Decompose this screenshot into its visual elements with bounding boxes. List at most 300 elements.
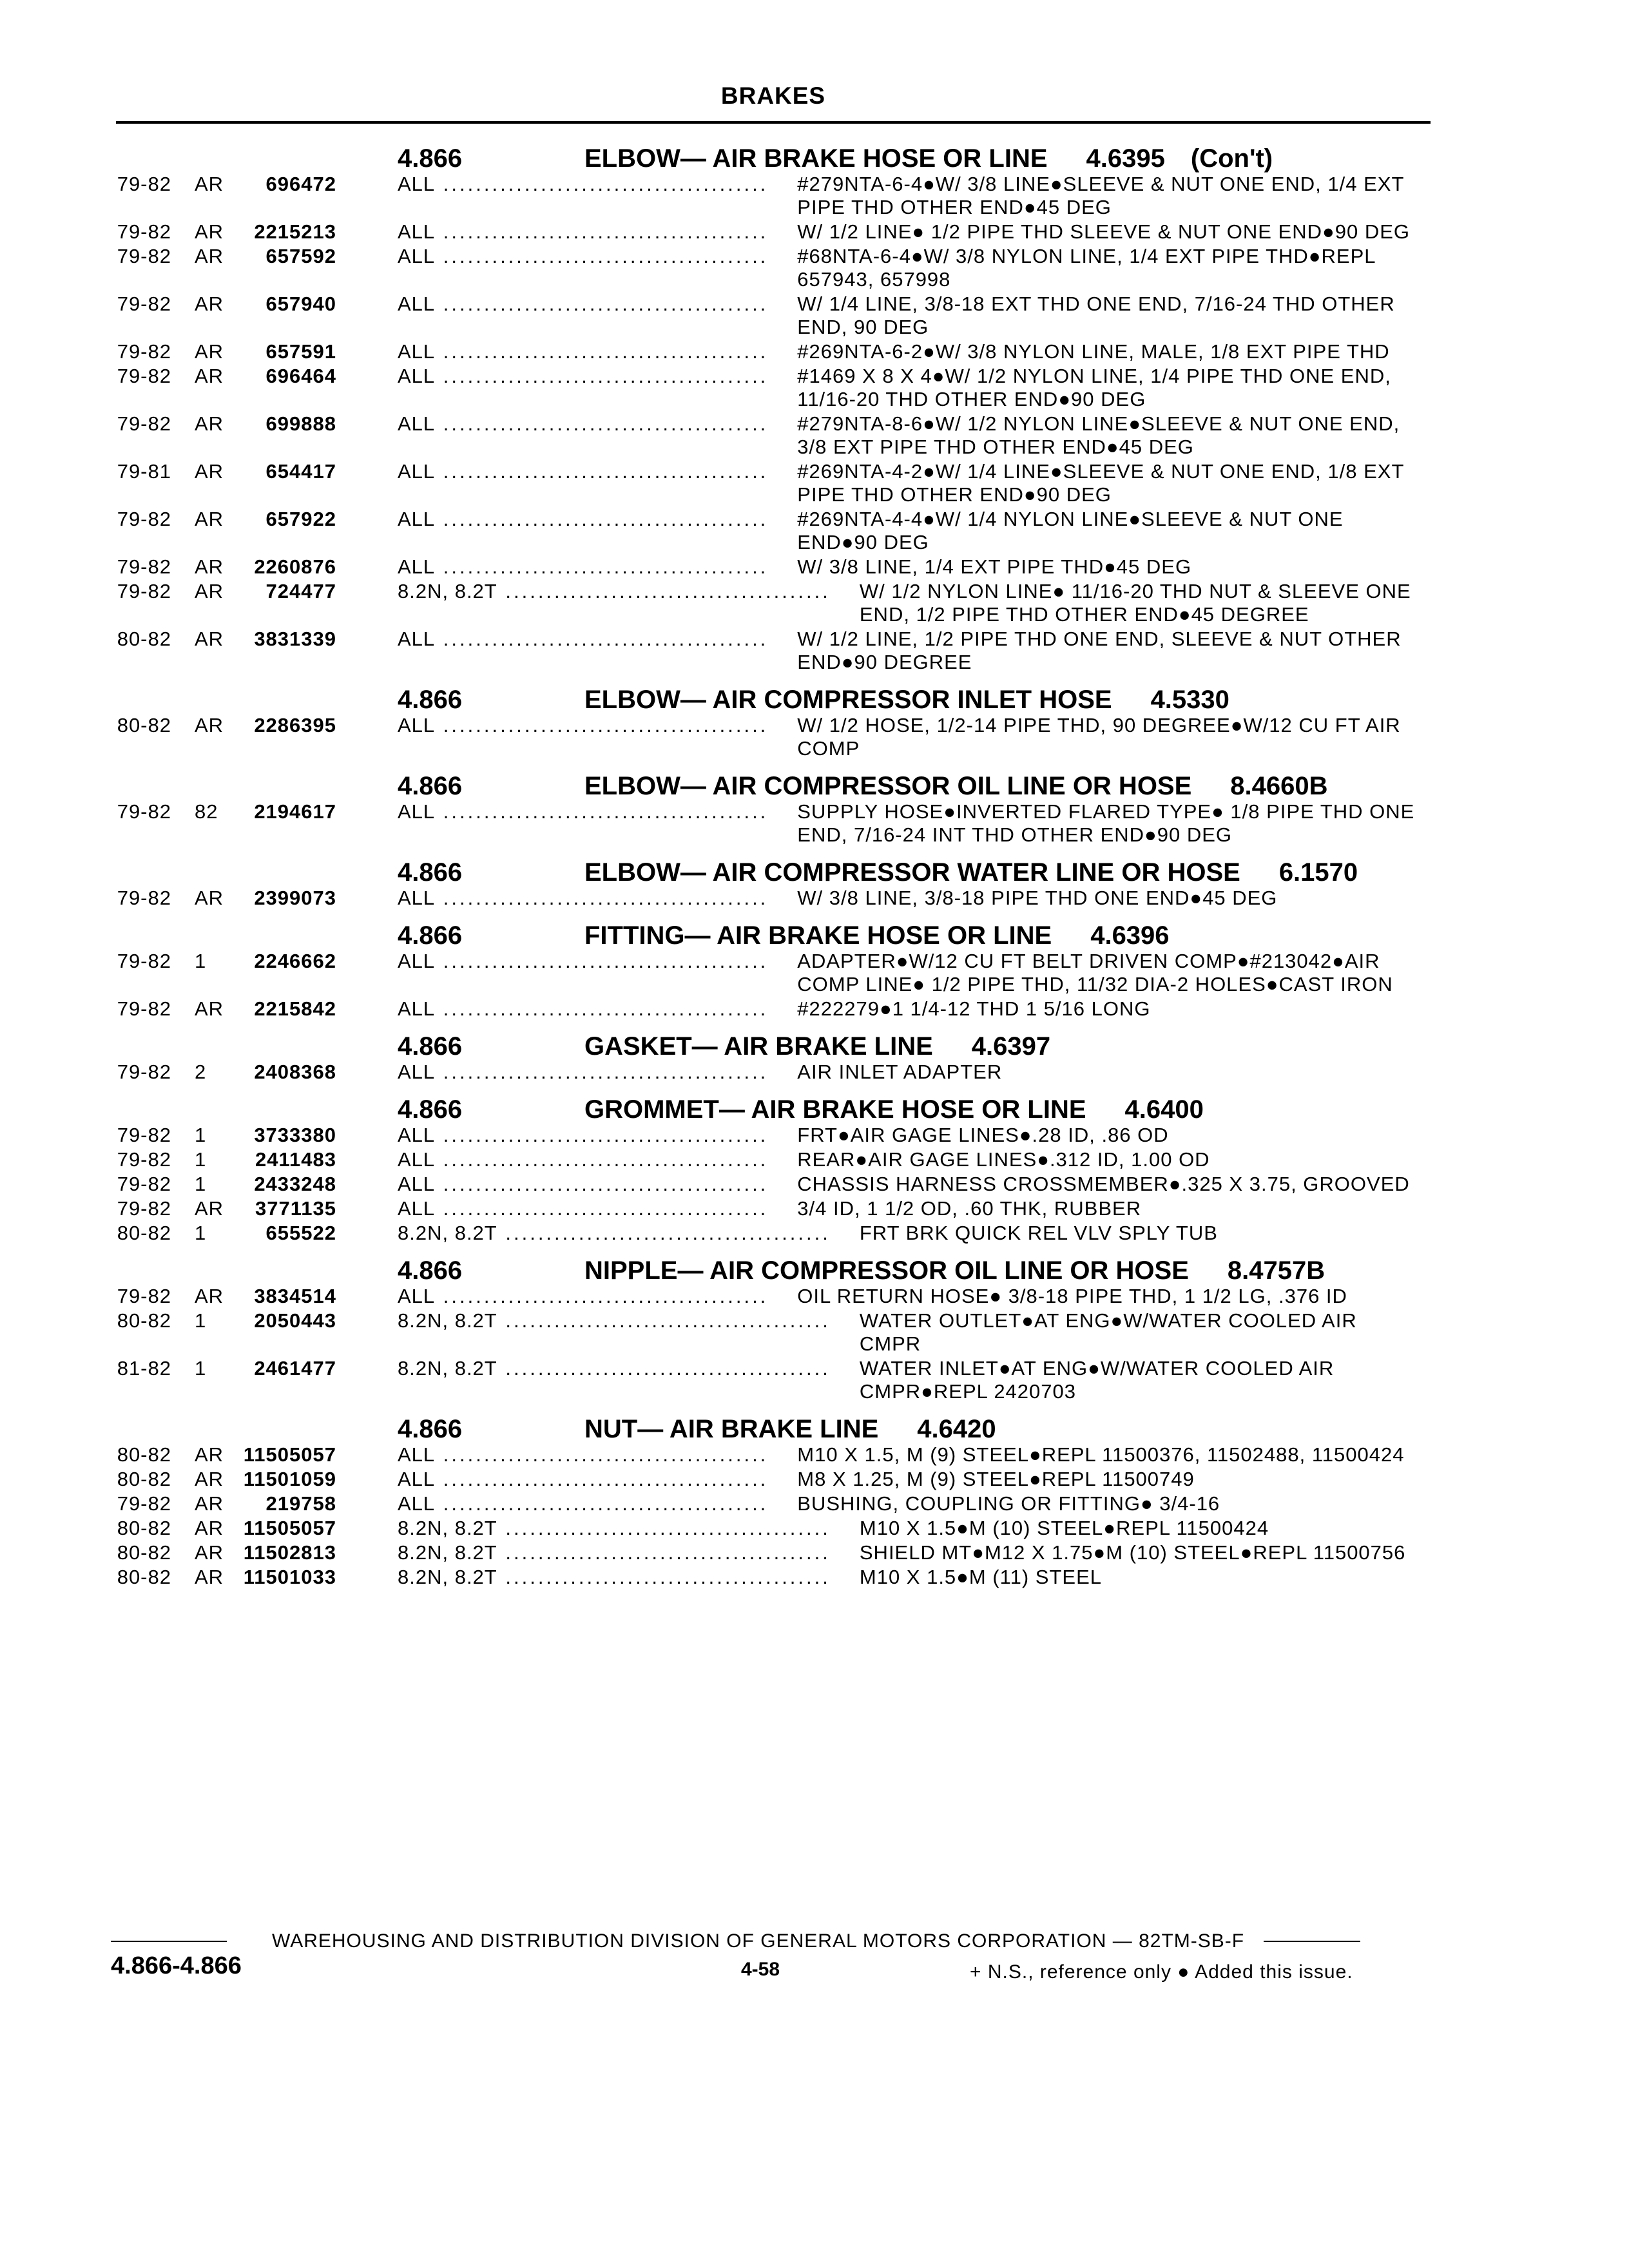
part-description: SHIELD MT●M12 X 1.75●M (10) STEEL●REPL 11500756 <box>859 1541 1406 1564</box>
part-description: #279NTA-6-4●W/ 3/8 LINE●SLEEVE & NUT ONE END, 1/4 EXT PIPE THD OTHER END●45 DEG <box>797 173 1404 218</box>
model-cell <box>398 1566 831 1589</box>
part-description: #68NTA-6-4●W/ 3/8 NYLON LINE, 1/4 EXT PIPE THD●REPL 657943, 657998 <box>797 245 1376 291</box>
part-row <box>111 1197 1423 1220</box>
part-number: 696464 <box>265 365 336 387</box>
model-applicability: 8.2N, 8.2T <box>398 580 497 602</box>
model-years: 79-82 <box>117 1148 171 1171</box>
section-heading <box>111 860 1423 885</box>
part-row <box>111 714 1423 760</box>
part-row <box>111 508 1423 554</box>
part-number: 657592 <box>265 245 336 267</box>
model-applicability: ALL <box>398 1443 436 1466</box>
model-years: 80-82 <box>117 1566 171 1588</box>
model-applicability: ALL <box>398 220 436 243</box>
footer-page-number: 4-58 <box>741 1959 780 1980</box>
part-number: 219758 <box>265 1492 336 1515</box>
part-row <box>111 1285 1423 1308</box>
quantity: AR <box>195 714 224 736</box>
part-row <box>111 1124 1423 1147</box>
section-title: FITTING— AIR BRAKE HOSE OR LINE <box>584 921 1052 950</box>
leader-dots: ........................................ <box>497 1517 831 1539</box>
footer-publisher-text: WAREHOUSING AND DISTRIBUTION DIVISION OF GENERAL MOTORS CORPORATION — 82TM-SB-F <box>272 1930 1245 1952</box>
model-cell <box>398 1357 831 1380</box>
model-years: 79-82 <box>117 220 171 243</box>
model-applicability: ALL <box>398 1197 436 1220</box>
section-code: 4.866 <box>398 772 463 800</box>
section-heading <box>111 146 1423 171</box>
model-applicability: ALL <box>398 1285 436 1307</box>
part-number: 2260876 <box>254 555 336 578</box>
part-row <box>111 800 1423 847</box>
part-number: 2194617 <box>254 800 336 823</box>
part-number: 2215842 <box>254 997 336 1020</box>
quantity: 1 <box>195 1148 207 1171</box>
model-cell <box>398 1222 831 1245</box>
model-years: 80-82 <box>117 1443 171 1466</box>
model-cell <box>398 1173 768 1196</box>
leader-dots: ........................................ <box>435 365 769 387</box>
part-number: 699888 <box>265 412 336 435</box>
part-number: 2246662 <box>254 950 336 972</box>
quantity: AR <box>195 508 224 530</box>
part-number: 696472 <box>265 173 336 195</box>
part-number: 2286395 <box>254 714 336 736</box>
model-years: 80-82 <box>117 1222 171 1244</box>
leader-dots: ........................................ <box>435 220 769 243</box>
part-row <box>111 1148 1423 1171</box>
model-cell <box>398 887 768 910</box>
model-applicability: 8.2N, 8.2T <box>398 1357 497 1379</box>
section-title-block <box>584 687 1423 713</box>
leader-dots: ........................................ <box>497 1309 831 1332</box>
model-years: 79-82 <box>117 1061 171 1083</box>
quantity: 1 <box>195 1124 207 1146</box>
part-number: 655522 <box>265 1222 336 1244</box>
leader-dots: ........................................ <box>435 460 769 483</box>
part-row <box>111 1357 1423 1403</box>
quantity: AR <box>195 1492 224 1515</box>
quantity: AR <box>195 220 224 243</box>
part-row <box>111 293 1423 339</box>
model-cell <box>398 1197 768 1220</box>
model-applicability: 8.2N, 8.2T <box>398 1566 497 1588</box>
footer-rule-right <box>1264 1941 1360 1942</box>
model-years: 80-82 <box>117 1468 171 1490</box>
model-applicability: ALL <box>398 555 436 578</box>
part-row <box>111 580 1423 626</box>
part-number: 657922 <box>265 508 336 530</box>
model-years: 79-82 <box>117 555 171 578</box>
part-row <box>111 1061 1423 1084</box>
part-row <box>111 887 1423 910</box>
part-number: 11505057 <box>243 1517 336 1539</box>
part-description: #1469 X 8 X 4●W/ 1/2 NYLON LINE, 1/4 PIPE THD ONE END, 11/16-20 THD OTHER END●90 DEG <box>797 365 1391 410</box>
quantity: AR <box>195 293 224 315</box>
leader-dots: ........................................ <box>435 714 769 736</box>
section-title-block <box>584 146 1423 171</box>
model-cell <box>398 340 768 363</box>
model-years: 80-82 <box>117 1541 171 1564</box>
part-description: OIL RETURN HOSE● 3/8-18 PIPE THD, 1 1/2 LG, .376 ID <box>797 1285 1347 1307</box>
quantity: AR <box>195 887 224 909</box>
part-description: FRT●AIR GAGE LINES●.28 ID, .86 OD <box>797 1124 1169 1146</box>
model-cell <box>398 365 768 388</box>
model-applicability: 8.2N, 8.2T <box>398 1222 497 1244</box>
section-title: ELBOW— AIR BRAKE HOSE OR LINE <box>584 144 1048 173</box>
leader-dots: ........................................ <box>435 628 769 650</box>
model-applicability: ALL <box>398 714 436 736</box>
model-cell <box>398 997 768 1021</box>
model-cell <box>398 293 768 316</box>
leader-dots: ........................................ <box>435 800 769 823</box>
section-code: 4.866 <box>398 921 463 950</box>
section-reference: 8.4660B <box>1230 772 1328 800</box>
part-description: #269NTA-4-2●W/ 1/4 LINE●SLEEVE & NUT ONE END, 1/8 EXT PIPE THD OTHER END●90 DEG <box>797 460 1404 506</box>
part-description: FRT BRK QUICK REL VLV SPLY TUB <box>859 1222 1218 1244</box>
part-number: 654417 <box>265 460 336 483</box>
model-applicability: ALL <box>398 460 436 483</box>
section-reference: 4.6395 <box>1086 144 1165 173</box>
quantity: 1 <box>195 950 207 972</box>
model-years: 79-82 <box>117 245 171 267</box>
model-applicability: ALL <box>398 293 436 315</box>
part-row <box>111 1309 1423 1356</box>
quantity: AR <box>195 173 224 195</box>
model-applicability: ALL <box>398 997 436 1020</box>
leader-dots: ........................................ <box>435 173 769 195</box>
leader-dots: ........................................ <box>497 1566 831 1588</box>
quantity: 1 <box>195 1173 207 1195</box>
part-row <box>111 628 1423 674</box>
section-code: 4.866 <box>398 1256 463 1285</box>
footer-section-range: 4.866-4.866 <box>111 1952 242 1979</box>
part-number: 2050443 <box>254 1309 336 1332</box>
model-years: 79-81 <box>117 460 171 483</box>
part-row <box>111 412 1423 459</box>
quantity: AR <box>195 365 224 387</box>
section-title-block <box>584 1097 1423 1122</box>
part-row <box>111 1517 1423 1540</box>
model-years: 79-82 <box>117 950 171 972</box>
model-cell <box>398 220 768 244</box>
part-description: WATER OUTLET●AT ENG●W/WATER COOLED AIR CMPR <box>859 1309 1357 1355</box>
quantity: 1 <box>195 1357 207 1379</box>
model-years: 79-82 <box>117 1285 171 1307</box>
part-number: 724477 <box>265 580 336 602</box>
section-reference: 4.6400 <box>1124 1095 1204 1124</box>
quantity: AR <box>195 580 224 602</box>
part-description: M10 X 1.5, M (9) STEEL●REPL 11500376, 11502488, 11500424 <box>797 1443 1405 1466</box>
leader-dots: ........................................ <box>435 293 769 315</box>
model-applicability: ALL <box>398 887 436 909</box>
model-applicability: ALL <box>398 1148 436 1171</box>
part-number: 657940 <box>265 293 336 315</box>
part-number: 2411483 <box>255 1148 336 1171</box>
section-code: 4.866 <box>398 686 463 714</box>
model-cell <box>398 1148 768 1171</box>
model-applicability: ALL <box>398 412 436 435</box>
model-cell <box>398 580 831 603</box>
section-reference: 4.6420 <box>917 1415 996 1443</box>
section-heading <box>111 687 1423 713</box>
part-number: 657591 <box>265 340 336 363</box>
part-row <box>111 555 1423 579</box>
part-row <box>111 1541 1423 1564</box>
part-description: W/ 1/2 LINE, 1/2 PIPE THD ONE END, SLEEVE & NUT OTHER END●90 DEGREE <box>797 628 1402 673</box>
model-cell <box>398 714 768 737</box>
model-cell <box>398 555 768 579</box>
part-row <box>111 460 1423 506</box>
quantity: AR <box>195 1517 224 1539</box>
leader-dots: ........................................ <box>435 1492 769 1515</box>
part-number: 3831339 <box>254 628 336 650</box>
model-cell <box>398 1443 768 1466</box>
part-number: 2408368 <box>254 1061 336 1083</box>
quantity: AR <box>195 460 224 483</box>
part-description: M8 X 1.25, M (9) STEEL●REPL 11500749 <box>797 1468 1195 1490</box>
part-description: W/ 1/2 NYLON LINE● 11/16-20 THD NUT & SLEEVE ONE END, 1/2 PIPE THD OTHER END●45 DEGREE <box>859 580 1411 626</box>
model-applicability: ALL <box>398 1061 436 1083</box>
quantity: AR <box>195 1541 224 1564</box>
footer-legend-note: + N.S., reference only ● Added this issue. <box>970 1961 1353 1983</box>
model-years: 81-82 <box>117 1357 171 1379</box>
leader-dots: ........................................ <box>497 1357 831 1379</box>
quantity: AR <box>195 340 224 363</box>
section-title-block <box>584 1033 1423 1059</box>
part-description: W/ 1/4 LINE, 3/8-18 EXT THD ONE END, 7/16-24 THD OTHER END, 90 DEG <box>797 293 1395 338</box>
model-applicability: ALL <box>398 950 436 972</box>
page-title: BRAKES <box>720 82 826 109</box>
model-years: 79-82 <box>117 508 171 530</box>
leader-dots: ........................................ <box>435 1124 769 1146</box>
part-row <box>111 1222 1423 1245</box>
leader-dots: ........................................ <box>435 997 769 1020</box>
model-years: 79-82 <box>117 887 171 909</box>
part-row <box>111 1492 1423 1515</box>
part-description: W/ 1/2 LINE● 1/2 PIPE THD SLEEVE & NUT ONE END●90 DEG <box>797 220 1410 243</box>
part-description: W/ 1/2 HOSE, 1/2-14 PIPE THD, 90 DEGREE●W/12 CU FT AIR COMP <box>797 714 1401 760</box>
model-cell <box>398 1285 768 1308</box>
part-description: WATER INLET●AT ENG●W/WATER COOLED AIR CMPR●REPL 2420703 <box>859 1357 1335 1403</box>
model-applicability: ALL <box>398 1468 436 1490</box>
section-title: GROMMET— AIR BRAKE HOSE OR LINE <box>584 1095 1086 1124</box>
quantity: 1 <box>195 1222 207 1244</box>
model-years: 79-82 <box>117 173 171 195</box>
quantity: AR <box>195 1566 224 1588</box>
leader-dots: ........................................ <box>435 1061 769 1083</box>
leader-dots: ........................................ <box>435 1285 769 1307</box>
leader-dots: ........................................ <box>435 1197 769 1220</box>
footer-publisher-line <box>111 1930 1425 1952</box>
quantity: AR <box>195 555 224 578</box>
section-title-block <box>584 923 1423 948</box>
leader-dots: ........................................ <box>497 580 831 602</box>
part-description: SUPPLY HOSE●INVERTED FLARED TYPE● 1/8 PIPE THD ONE END, 7/16-24 INT THD OTHER END●90 DEG <box>797 800 1415 846</box>
part-description: M10 X 1.5●M (10) STEEL●REPL 11500424 <box>859 1517 1269 1539</box>
model-cell <box>398 1517 831 1540</box>
model-applicability: ALL <box>398 800 436 823</box>
model-applicability: ALL <box>398 628 436 650</box>
section-title: NIPPLE— AIR COMPRESSOR OIL LINE OR HOSE <box>584 1256 1189 1285</box>
part-number: 11501059 <box>243 1468 336 1490</box>
part-row <box>111 173 1423 219</box>
section-title: ELBOW— AIR COMPRESSOR WATER LINE OR HOSE <box>584 858 1240 887</box>
parts-listing <box>111 137 1423 1589</box>
model-years: 80-82 <box>117 714 171 736</box>
part-description: #269NTA-6-2●W/ 3/8 NYLON LINE, MALE, 1/8 EXT PIPE THD <box>797 340 1390 363</box>
model-years: 79-82 <box>117 293 171 315</box>
model-applicability: ALL <box>398 173 436 195</box>
leader-dots: ........................................ <box>435 887 769 909</box>
leader-dots: ........................................ <box>435 1173 769 1195</box>
section-heading <box>111 923 1423 948</box>
part-number: 11502813 <box>243 1541 336 1564</box>
part-row <box>111 1173 1423 1196</box>
section-title: NUT— AIR BRAKE LINE <box>584 1415 879 1443</box>
part-description: 3/4 ID, 1 1/2 OD, .60 THK, RUBBER <box>797 1197 1142 1220</box>
part-description: #279NTA-8-6●W/ 1/2 NYLON LINE●SLEEVE & NUT ONE END, 3/8 EXT PIPE THD OTHER END●45 DEG <box>797 412 1400 458</box>
section-continued: (Con't) <box>1190 144 1273 173</box>
leader-dots: ........................................ <box>435 508 769 530</box>
part-number: 11505057 <box>243 1443 336 1466</box>
leader-dots: ........................................ <box>497 1222 831 1244</box>
model-applicability: ALL <box>398 365 436 387</box>
section-reference: 4.6397 <box>971 1032 1051 1061</box>
section-heading <box>111 1033 1423 1059</box>
leader-dots: ........................................ <box>435 1468 769 1490</box>
quantity: AR <box>195 1197 224 1220</box>
model-years: 80-82 <box>117 628 171 650</box>
part-number: 2215213 <box>254 220 336 243</box>
model-cell <box>398 800 768 823</box>
quantity: 2 <box>195 1061 207 1083</box>
leader-dots: ........................................ <box>497 1541 831 1564</box>
model-applicability: 8.2N, 8.2T <box>398 1517 497 1539</box>
part-row <box>111 365 1423 411</box>
part-description: AIR INLET ADAPTER <box>797 1061 1003 1083</box>
model-cell <box>398 245 768 268</box>
leader-dots: ........................................ <box>435 1148 769 1171</box>
model-cell <box>398 1309 831 1332</box>
quantity: 1 <box>195 1309 207 1332</box>
leader-dots: ........................................ <box>435 555 769 578</box>
part-row <box>111 997 1423 1021</box>
model-cell <box>398 460 768 483</box>
model-cell <box>398 950 768 973</box>
section-heading <box>111 1416 1423 1442</box>
model-years: 80-82 <box>117 1309 171 1332</box>
part-row <box>111 950 1423 996</box>
leader-dots: ........................................ <box>435 950 769 972</box>
part-row <box>111 1566 1423 1589</box>
model-cell <box>398 1492 768 1515</box>
part-row <box>111 1468 1423 1491</box>
leader-dots: ........................................ <box>435 245 769 267</box>
model-applicability: ALL <box>398 245 436 267</box>
part-number: 11501033 <box>243 1566 336 1588</box>
section-title: ELBOW— AIR COMPRESSOR OIL LINE OR HOSE <box>584 772 1192 800</box>
quantity: AR <box>195 1285 224 1307</box>
section-title-block <box>584 860 1423 885</box>
part-description: #269NTA-4-4●W/ 1/4 NYLON LINE●SLEEVE & NUT ONE END●90 DEG <box>797 508 1344 553</box>
model-years: 79-82 <box>117 997 171 1020</box>
section-reference: 4.5330 <box>1150 686 1229 714</box>
model-applicability: ALL <box>398 1124 436 1146</box>
section-reference: 4.6396 <box>1090 921 1170 950</box>
part-number: 2433248 <box>254 1173 336 1195</box>
model-years: 79-82 <box>117 580 171 602</box>
leader-dots: ........................................ <box>435 340 769 363</box>
model-applicability: ALL <box>398 1492 436 1515</box>
section-code: 4.866 <box>398 1095 463 1124</box>
section-title: ELBOW— AIR COMPRESSOR INLET HOSE <box>584 686 1112 714</box>
part-number: 2461477 <box>254 1357 336 1379</box>
part-description: REAR●AIR GAGE LINES●.312 ID, 1.00 OD <box>797 1148 1210 1171</box>
part-row <box>111 220 1423 244</box>
model-cell <box>398 173 768 196</box>
section-title: GASKET— AIR BRAKE LINE <box>584 1032 933 1061</box>
leader-dots: ........................................ <box>435 1443 769 1466</box>
model-applicability: ALL <box>398 1173 436 1195</box>
quantity: AR <box>195 1468 224 1490</box>
quantity: AR <box>195 412 224 435</box>
part-row <box>111 1443 1423 1466</box>
part-number: 2399073 <box>254 887 336 909</box>
part-description: ADAPTER●W/12 CU FT BELT DRIVEN COMP●#213042●AIR COMP LINE● 1/2 PIPE THD, 11/32 DIA-2 HOLES●CAST IRON <box>797 950 1393 995</box>
section-reference: 6.1570 <box>1278 858 1358 887</box>
quantity: AR <box>195 997 224 1020</box>
footer-rule-left <box>111 1941 227 1942</box>
quantity: AR <box>195 1443 224 1466</box>
model-cell <box>398 412 768 436</box>
section-reference: 8.4757B <box>1227 1256 1325 1285</box>
header-rule <box>116 121 1431 124</box>
quantity: AR <box>195 245 224 267</box>
part-description: CHASSIS HARNESS CROSSMEMBER●.325 X 3.75, GROOVED <box>797 1173 1410 1195</box>
model-years: 79-82 <box>117 365 171 387</box>
section-code: 4.866 <box>398 144 463 173</box>
section-heading <box>111 773 1423 799</box>
part-number: 3834514 <box>254 1285 336 1307</box>
model-applicability: ALL <box>398 340 436 363</box>
leader-dots: ........................................ <box>435 412 769 435</box>
model-years: 79-82 <box>117 1124 171 1146</box>
section-heading <box>111 1097 1423 1122</box>
model-cell <box>398 628 768 651</box>
part-description: BUSHING, COUPLING OR FITTING● 3/4-16 <box>797 1492 1220 1515</box>
model-years: 80-82 <box>117 1517 171 1539</box>
part-row <box>111 340 1423 363</box>
model-years: 79-82 <box>117 1197 171 1220</box>
quantity: AR <box>195 628 224 650</box>
part-description: M10 X 1.5●M (11) STEEL <box>859 1566 1102 1588</box>
model-years: 79-82 <box>117 412 171 435</box>
part-description: W/ 3/8 LINE, 1/4 EXT PIPE THD●45 DEG <box>797 555 1192 578</box>
model-cell <box>398 508 768 531</box>
section-title-block <box>584 1416 1423 1442</box>
model-cell <box>398 1061 768 1084</box>
model-cell <box>398 1468 768 1491</box>
model-years: 79-82 <box>117 1173 171 1195</box>
part-description: #222279●1 1/4-12 THD 1 5/16 LONG <box>797 997 1151 1020</box>
part-number: 3733380 <box>254 1124 336 1146</box>
model-years: 79-82 <box>117 340 171 363</box>
model-cell <box>398 1541 831 1564</box>
section-title-block <box>584 1258 1423 1283</box>
model-applicability: 8.2N, 8.2T <box>398 1309 497 1332</box>
section-code: 4.866 <box>398 1032 463 1061</box>
model-applicability: 8.2N, 8.2T <box>398 1541 497 1564</box>
